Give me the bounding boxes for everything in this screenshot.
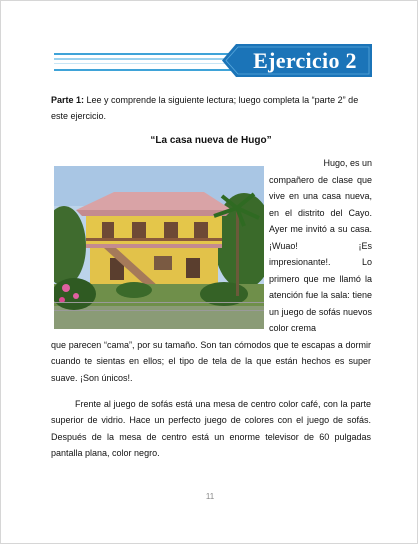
story-side-text [269, 155, 372, 337]
page-number: 11 [205, 492, 215, 501]
story-side-rest: compañero de clase que vive en una casa nueva, en el distrito del Cayo. Ayer me invitó a su casa. ¡Wuao! ¡Es impresionante!. Lo primero que me llamó la atención fue la sala: tiene un juego de sofás nuevos color crema [269, 174, 372, 333]
story-continuation: que parecen “cama”, por su tamaño. Son tan cómodos que te escapas a dormir cuando te sientas en ellos; el tipo de tela de la que están hechos es super suave. ¡Son únicos!. [51, 340, 371, 383]
intro-lead: Parte 1: [51, 95, 85, 105]
header [0, 0, 420, 90]
exercise-title: Ejercicio 2 [253, 48, 357, 73]
story-title: “La casa nueva de Hugo” [150, 135, 272, 146]
story-side-first-line: Hugo, es un [323, 158, 372, 168]
intro-text: Lee y comprende la siguiente lectura; luego completa la “parte 2” de este ejercicio. [51, 95, 359, 122]
house-photo [54, 166, 264, 329]
story-paragraph-2: Frente al juego de sofás está una mesa de centro color café, con la parte superior de vidrio. Hace un perfecto juego de colores con el juego de sofás. Después de la mesa de centro está un enorme televisor de 60 pulgadas pantalla plana, color negro. [51, 399, 371, 458]
intro-paragraph [51, 92, 371, 125]
